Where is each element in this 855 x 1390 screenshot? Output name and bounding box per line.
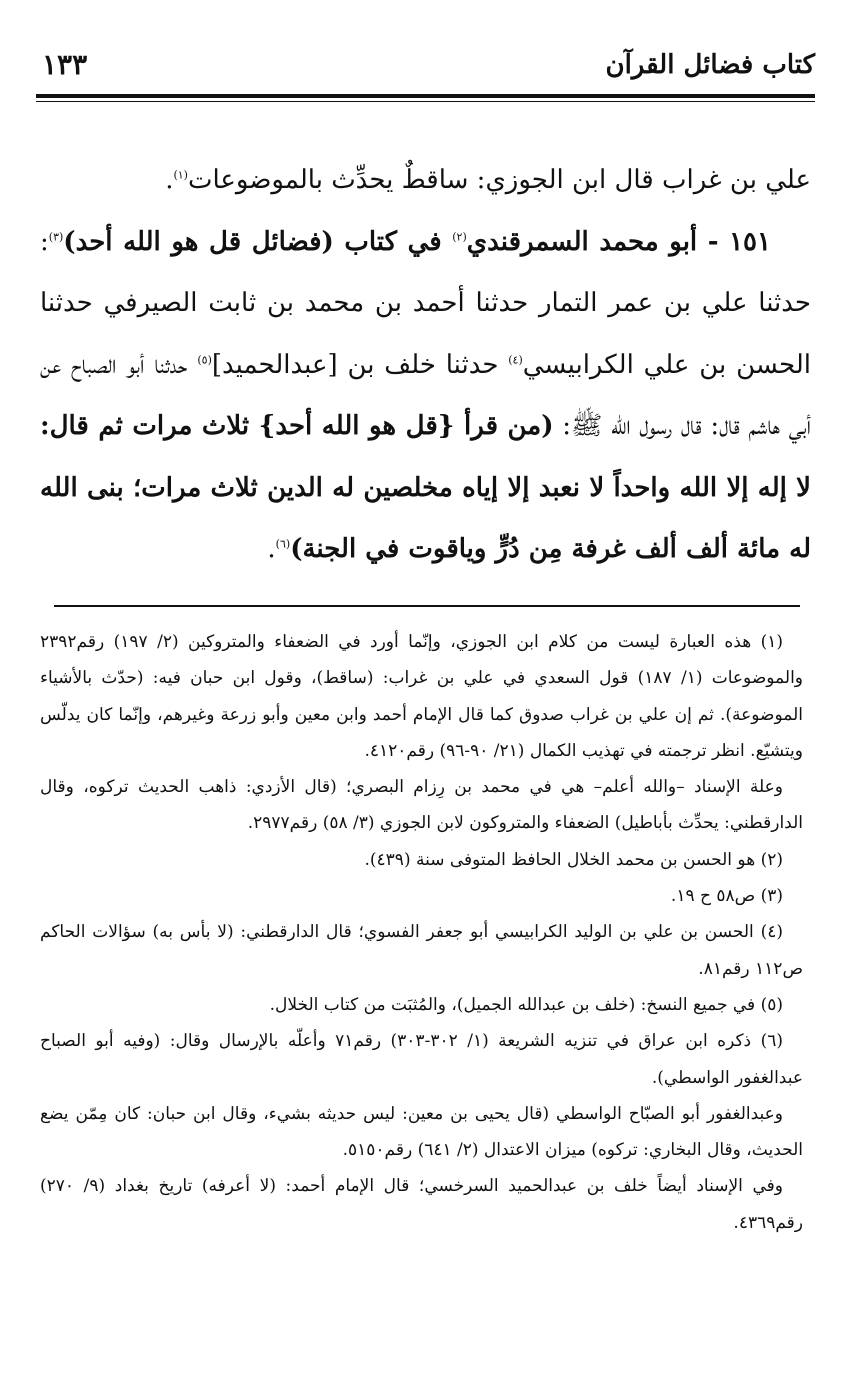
hadith-paragraph	[40, 212, 811, 581]
running-header	[38, 42, 815, 88]
intro-paragraph	[40, 150, 811, 212]
footnote-2: (٢) هو الحسن بن محمد الخلال الحافظ المتوفى سنة (٤٣٩).	[364, 849, 783, 870]
footnote-separator	[54, 605, 800, 607]
footnote-5: (٥) في جميع النسخ: (خلف بن عبدالله الجميل)، والمُثبَت من كتاب الخلال.	[269, 994, 783, 1015]
intro-end: .	[165, 165, 174, 195]
footnote-ref-6: (٦)	[275, 537, 291, 551]
page-number: ١٣٣	[42, 48, 88, 81]
footnotes	[40, 624, 803, 1241]
footnote-6-continued: وعبدالغفور أبو الصبّاح الواسطي (قال يحيى بن معين: ليس حديثه بشيء، وقال ابن حبان: كان مِمّن يضع الحديث، وقال البخاري: تركوه) ميزان الاعتدال (٢/ ٦٤١) رقم٥١٥٠.	[40, 1103, 803, 1161]
footnote-6: (٦) ذكره ابن عراق في تنزيه الشريعة (١/ ٣٠٢-٣٠٣) رقم٧١ وأعلّه بالإرسال وقال: (وفيه أبو الصباح عبدالغفور الواسطي).	[40, 1031, 803, 1088]
footnote-ref-5: (٥)	[197, 352, 212, 366]
isnad-part-a: : حدثنا علي بن عمر التمار حدثنا أحمد بن محمد بن ثابت الصيرفي حدثنا الحسن بن علي الكرابيسي	[40, 226, 811, 380]
footnote-1: (١) هذه العبارة ليست من كلام ابن الجوزي، وإنّما أورد في الضعفاء والمتروكين (٢/ ١٩٧) رقم٢٣٩٢ والموضوعات (١/ ١٨٧) قول السعدي في علي بن غراب: (ساقط)، وقول ابن حبان فيه: (حدّث بالأشياء الموضوعة). ثم إن علي بن غراب صدوق كما قال الإمام أحمد وابن معين وأبو زرعة وغيرهم، وإنّما كان يدلّس ويتشيّع. انظر ترجمته في تهذيب الكمال (٢١/ ٩٠-٩٦) رقم٤١٢٠.	[40, 632, 804, 761]
hadith-text: (من قرأ {قل هو الله أحد} ثلاث مرات ثم قال: لا إله إلا الله واحداً لا نعبد إلا إياه مخلصين له الدين ثلاث مرات؛ بنى الله له مائة ألف ألف غرفة مِن دُرٍّ وياقوت في الجنة)	[40, 411, 811, 564]
book-name: (فضائل قل هو الله أحد)	[63, 226, 334, 257]
intro-text: علي بن غراب قال ابن الجوزي: ساقطٌ يحدِّث بالموضوعات	[187, 165, 811, 195]
footnote-1-continued: وعلة الإسناد –والله أعلم– هي في محمد بن رِزام البصري؛ (قال الأزدي: ذاهب الحديث تركوه، وقال الدارقطني: يحدِّث بأباطيل) الضعفاء والمتروكون لابن الجوزي (٣/ ٥٨) رقم٢٩٧٧.	[40, 777, 803, 834]
header-rule-thin	[36, 101, 815, 102]
fi-kitab: في كتاب	[333, 226, 453, 257]
footnote-ref-2: (٢)	[452, 229, 467, 243]
hadith-number: ١٥١ -	[697, 226, 771, 257]
isnad-part-c: حدثنا أبو الصباح عن أبي هاشم قال: قال رسول الله ﷺ:	[40, 349, 811, 441]
footnote-4: (٤) الحسن بن علي بن الوليد الكرابيسي أبو جعفر الفسوي؛ قال الدارقطني: (لا بأس به) سؤالات الحاكم ص١١٢ رقم٨١.	[40, 922, 803, 979]
footnote-ref-4: (٤)	[508, 352, 523, 366]
hadith-end: .	[267, 534, 276, 564]
isnad-part-b: حدثنا خلف بن [عبدالحميد]	[211, 349, 509, 380]
book-title: كتاب فضائل القرآن	[605, 50, 815, 80]
footnote-ref-3: (٣)	[48, 229, 64, 243]
main-text	[40, 150, 811, 581]
footnote-3: (٣) ص٥٨ ح ١٩.	[670, 886, 783, 907]
header-rule-thick	[36, 94, 815, 98]
author-name: أبو محمد السمرقندي	[466, 226, 698, 257]
footnote-6-extra: وفي الإسناد أيضاً خلف بن عبدالحميد السرخسي؛ قال الإمام أحمد: (لا أعرفه) تاريخ بغداد (٩/ ٢٧٠) رقم٤٣٦٩.	[40, 1176, 803, 1233]
footnote-ref-1: (١)	[173, 168, 188, 182]
